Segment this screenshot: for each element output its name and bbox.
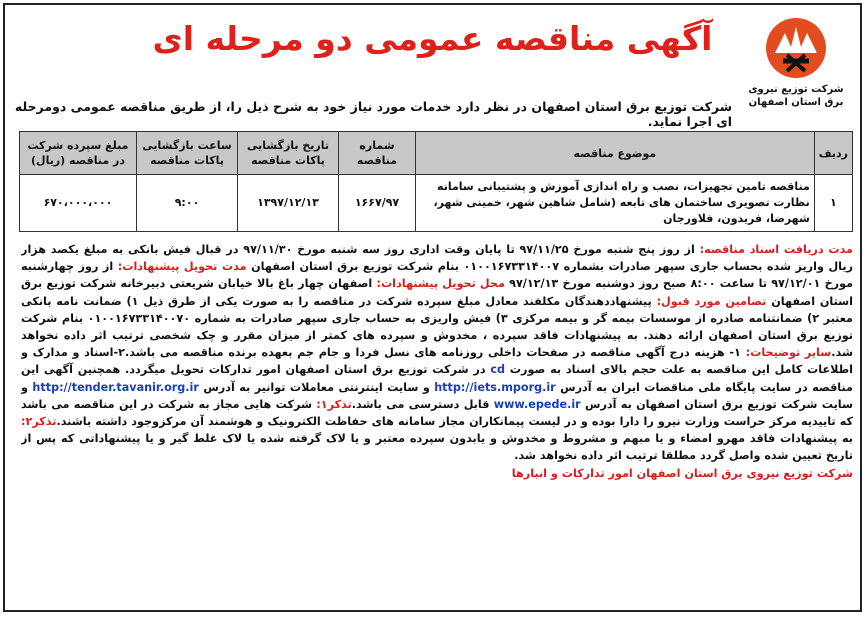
other-notes-text-2: در شرکت توزیع برق استان اصفهان امور تدارکات تحویل میگردد. همچنین آگهی این مناقصه در سایت پایگاه ملی مناقصات ایران به آدرس (21, 363, 853, 394)
other-notes-text: ۱- هزینه درج آگهی مناقصه در صفحات داخلی روزنامه های نسل فردا و جام جم بعهده برنده مناقصه می باشد.۲-اسناد و مدارک و اطلاعات کامل این مناقصه به علت حجم بالای اسناد به صورت (21, 346, 853, 377)
submission-period-label: مدت تحویل پیشنهادات: (117, 260, 247, 274)
col-deposit: مبلغ سپرده شرکت در مناقصه (ریال) (20, 132, 137, 175)
col-open-time: ساعت بازگشایی پاکات مناقصه (137, 132, 238, 175)
cell-subject: مناقصه تامین تجهیزات، نصب و راه اندازی آموزش و پشتیبانی سامانه نظارت تصویری ساختمان های تابعه (شامل شاهین شهر، خمینی شهر، شهرضا، فریدون، فلاورجان (416, 175, 815, 232)
doc-receipt-label: مدت دریافت اسناد مناقصه: (699, 243, 853, 256)
tender-table (19, 131, 853, 232)
intro-text: شرکت توزیع برق استان اصفهان در نظر دارد خدمات مورد نیاز خود به شرح ذیل را، از طریق مناقصه عمومی دومرحله ای اجرا نماید. (14, 99, 732, 129)
note2-label: تذکر۲: (21, 415, 57, 429)
tender-notice (3, 3, 862, 612)
note1-text: شرکت هایی مجاز به شرکت در این مناقصه می باشد که تاییدیه مرکز حراست وزارت نیرو را دارا بوده و در لیست پیمانکاران مجاز سامانه های حفاظت الکترونیک و هوشمند آن مرکزوجود داشته باشند. (21, 397, 853, 429)
signature: شرکت توزیع نیروی برق استان اصفهان امور تدارکات و انبارها (511, 466, 853, 480)
company-name: شرکت توزیع نیروی برق استان اصفهان (748, 84, 844, 108)
cell-open-date: ۱۳۹۷/۱۲/۱۳ (238, 175, 339, 232)
table-header-row (20, 132, 853, 175)
other-notes-text-4: و سایت شرکت توزیع برق استان اصفهان به آدرس (21, 380, 853, 411)
submission-place-label: محل تحویل پیشنهادات: (376, 277, 505, 291)
cell-deposit: ۶۷۰،۰۰۰،۰۰۰ (20, 175, 137, 232)
cd-label: cd (490, 363, 506, 377)
cell-number: ۱۶۶۷/۹۷ (339, 175, 416, 232)
note2-text: به پیشنهادات فاقد مهرو امضاء و یا مبهم و مشروط و مخدوش و یابدون سپرده معتبر و یا لاک گرفته شده یا لاک غلط گیر و یا پیشنهاداتی که پس از تاریخ تعیین شده واصل گردد مطلقا ترتیب اثر داده نخواهد شد. (21, 432, 853, 463)
notice-body (21, 241, 853, 593)
submission-period-text: از روز چهارشنبه مورخ ۹۷/۱۲/۰۱ تا ساعت ۸:۰۰ صبح روز دوشنبه مورخ ۹۷/۱۲/۱۳ (21, 260, 853, 291)
tavanir-link[interactable]: http://tender.tavanir.org.ir (32, 380, 199, 394)
note1-label: تذکر۱: (316, 397, 352, 411)
page-title: آگهی مناقصه عمومی دو مرحله ای (152, 19, 713, 58)
table-row (20, 175, 853, 232)
guarantees-label: تضامین مورد قبول: (656, 294, 767, 308)
iets-link[interactable]: http://iets.mporg.ir (434, 380, 556, 394)
cell-row: ۱ (814, 175, 852, 232)
submission-place-text: اصفهان چهار باغ بالا خیابان شریعتی دبیرخانه شرکت توزیع برق استان اصفهان (21, 277, 853, 308)
other-notes-label: سایر توضیحات: (745, 346, 832, 360)
col-open-date: تاریخ بازگشایی پاکات مناقصه (238, 132, 339, 175)
company-logo (746, 13, 846, 133)
col-subject: موضوع مناقصه (416, 132, 815, 175)
col-number: شماره مناقصه (339, 132, 416, 175)
tavanir-logo-icon (761, 13, 831, 83)
cell-open-time: ۹:۰۰ (137, 175, 238, 232)
other-notes-text-5: قابل دسترسی می باشد. (351, 397, 494, 411)
col-row: ردیف (814, 132, 852, 175)
doc-receipt-text: از روز پنج شنبه مورخ ۹۷/۱۱/۲۵ تا پایان وقت اداری روز سه شنبه مورخ ۹۷/۱۱/۳۰ در قبال فیش بانکی به مبلغ یکصد هزار ریال واریز شده بحساب جاری سپهر صادرات بشماره ۰۱۰۰۱۶۷۳۳۱۴۰۰۷ بنام شرکت توزیع برق استان اصفهان (21, 243, 853, 274)
guarantees-text: پیشنهاددهندگان مکلفند معادل مبلغ سپرده شرکت در مناقصه را به صورت یکی از طرق ذیل ۱) ضمانت نامه بانکی معتبر ۲) ضمانتنامه صادره از موسسات بیمه گر و بیمه مرکزی ۳) فیش واریزی به حساب جاری سپهر صادرات به شماره ۰۱۰۰۱۶۷۳۳۱۴۰۰۷۰ بنام شرکت توزیع برق استان اصفهان ارائه دهند. به پیشنهادات فاقد سپرده ، مخدوش و سپرده های کمتر از میزان مقرر و چک شخصی ترتیب اثر داده نخواهد شد. (21, 294, 853, 360)
epede-link[interactable]: www.epede.ir (493, 397, 581, 411)
other-notes-text-3: و سایت اینترنتی معاملات توانیر به آدرس (198, 380, 435, 394)
